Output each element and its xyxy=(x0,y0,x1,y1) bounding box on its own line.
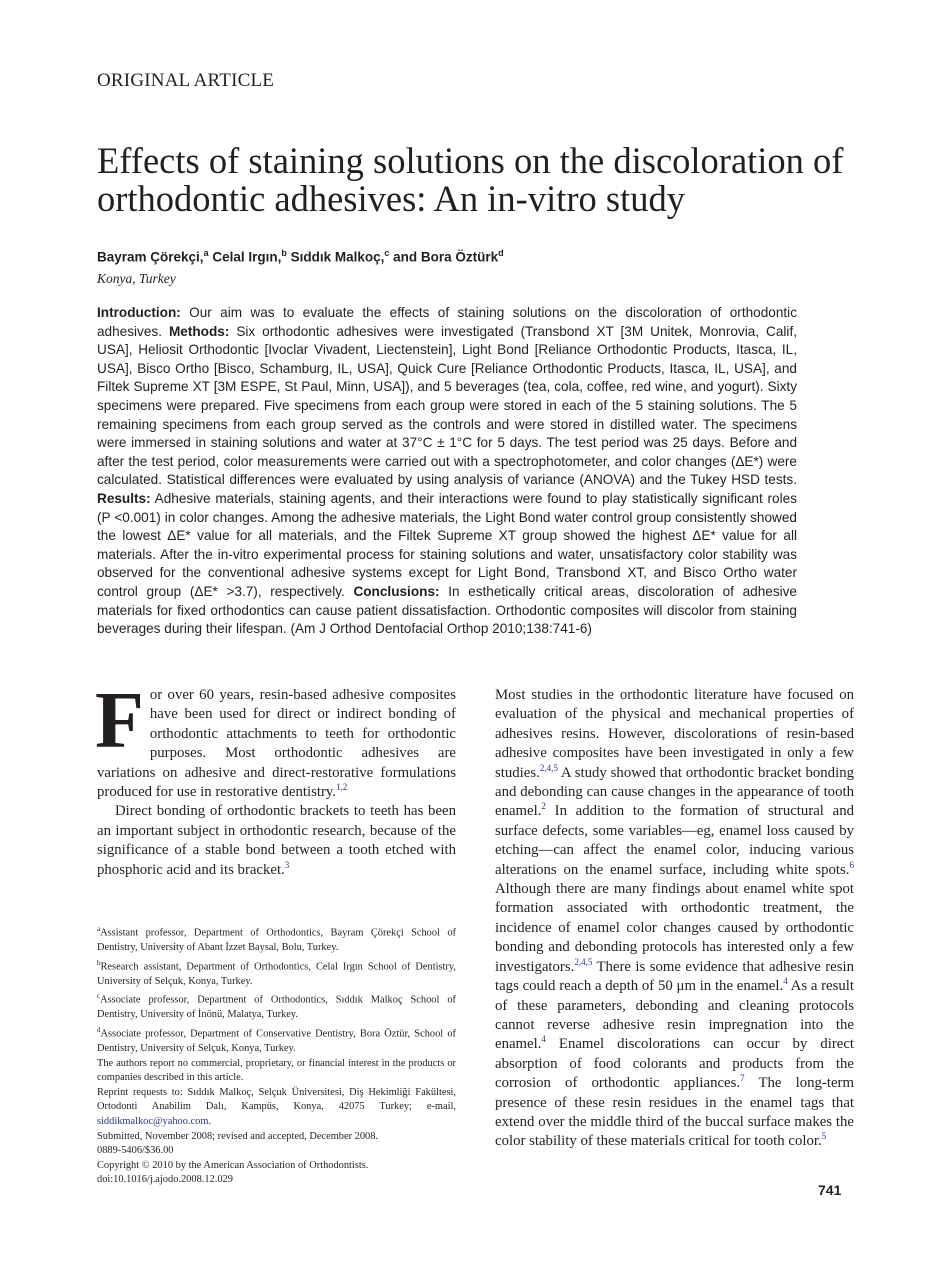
affiliation-marker: d xyxy=(498,248,504,258)
citation-link[interactable]: 6 xyxy=(849,859,854,870)
footnote-marker: b xyxy=(97,958,101,967)
affiliation-marker: b xyxy=(281,248,287,258)
paragraph xyxy=(95,677,456,802)
abstract-section-label: Methods: xyxy=(168,323,230,339)
citation-link[interactable]: 1,2 xyxy=(336,782,348,793)
page-number: 741 xyxy=(818,1182,842,1198)
abstract-section-text: Adhesive materials, staining agents, and their interactions were found to play statistically significant roles (P <0.001) in color changes. Among the adhesive materials, the Light Bond water control group consistently showed the lowest ΔE* value for all materials, and the Filtek Supreme XT group showed the highest ΔE* value for all materials. After the in-vitro experimental process for staining solutions and water, unsatisfactory color stability was observed for the conventional adhesive systems except for Light Bond, Transbond XT, and Bisco Ortho water control group (ΔE* >3.7), respectively. xyxy=(97,490,797,599)
paragraph-text: In addition to the formation of structural and surface defects, some variables—eg, enamel loss caused by etching—can affect the enamel color, inducing various alterations on the enamel surface, including white spots. xyxy=(495,803,854,878)
citation-link[interactable]: 3 xyxy=(284,859,290,870)
disclosure: The authors report no commercial, proprietary, or financial interest in the products or companies described in this article. xyxy=(97,1057,456,1084)
reprint-requests xyxy=(97,1086,456,1130)
abstract-section-label: Results: xyxy=(97,490,151,506)
copyright: Copyright © 2010 by the American Association of Orthodontists. xyxy=(97,1159,369,1171)
citation-link[interactable]: 4 xyxy=(541,1034,546,1045)
abstract-section-text: Six orthodontic adhesives were investigated (Transbond XT [3M Unitek, Monrovia, Calif, USA], Heliosit Orthodontic [Ivoclar Vivadent, Liectenstein], Light Bond [Reliance Orthodontic Products, Itasca, IL, USA], Bisco Ortho [Bisco, Schamburg, IL, USA], Quick Cure [Reliance Orthodontic Products, Itasca, IL, USA], and Filtek Supreme XT [3M ESPE, St Paul, Minn, USA]), and 5 beverages (tea, cola, coffee, red wine, and yogurt). Sixty specimens were prepared. Five specimens from each group were stored in each of the 5 staining solutions. The 5 remaining specimens from each group served as the controls and were stored in distilled water. The specimens were immersed in staining solutions and water at 37°C ± 1°C for 5 days. The test period was 25 days. Before and after the test period, color measurements were carried out with a spectrophotometer, and color changes (ΔE*) were calculated. Statistical differences were evaluated by using analysis of variance (ANOVA) and the Tukey HSD tests. xyxy=(97,323,798,488)
citation-link[interactable]: 2 xyxy=(541,801,546,812)
author-location: Konya, Turkey xyxy=(97,271,176,286)
author-name: Bayram Çörekçi, xyxy=(97,249,204,265)
paragraph xyxy=(97,802,456,880)
citation-link[interactable]: 2,4,5 xyxy=(539,762,558,773)
paragraph-text: The long-term presence of these resin residues in the enamel tags that extend over the middle third of the buccal surface makes the color stability of these materials critical for tooth color. xyxy=(495,1075,854,1150)
submission-dates: Submitted, November 2008; revised and accepted, December 2008. xyxy=(97,1130,379,1142)
drop-cap: F xyxy=(95,677,144,765)
footnote-text: Assistant professor, Department of Orthodontics, Bayram Çörekçi School of Dentistry, University of Abant İzzet Baysal, Bolu, Turkey. xyxy=(97,927,456,954)
footnotes xyxy=(97,922,456,1188)
body-column-right xyxy=(495,686,854,1152)
abstract-section-label: Conclusions: xyxy=(353,583,440,599)
body-column-left xyxy=(95,677,456,880)
paragraph-text: Direct bonding of orthodontic brackets to teeth has been an important subject in orthodontic research, because of the significance of a stable bond between a tooth etched with phosphoric acid and its bracket. xyxy=(97,803,456,878)
paragraph xyxy=(495,686,854,1152)
footnote-d xyxy=(97,1023,456,1057)
abstract-section-label: Introduction: xyxy=(97,305,181,320)
author-name: and Bora Öztürk xyxy=(389,249,499,265)
footnote-b xyxy=(97,956,456,990)
citation-link[interactable]: 5 xyxy=(821,1131,827,1142)
article-title: Effects of staining solutions on the discoloration of orthodontic adhesives: An in-vitro study xyxy=(97,140,844,219)
author-list xyxy=(97,248,504,265)
author-name: Celal Irgın, xyxy=(208,249,282,265)
author-name: Sıddık Malkoç, xyxy=(286,249,385,265)
paragraph-text: Most studies in the orthodontic literature have focused on evaluation of the physical and mechanical properties of adhesives resins. However, discolorations of resin-based adhesive composites have been investigated in only a few studies. xyxy=(495,687,854,781)
footnote-a xyxy=(97,922,456,956)
abstract xyxy=(97,304,797,639)
footnote-marker: c xyxy=(97,992,101,1001)
affiliation-marker: c xyxy=(384,248,390,258)
paragraph-text: A study showed that orthodontic bracket bonding and debonding can cause changes in the appearance of tooth enamel. xyxy=(495,764,854,820)
affiliation-marker: a xyxy=(203,248,209,258)
footnote-text: Associate professor, Department of Orthodontics, Sıddık Malkoç School of Dentistry, University of İnönü, Malatya, Turkey. xyxy=(97,994,456,1021)
footnote-marker: d xyxy=(97,1025,101,1034)
doi: doi:10.1016/j.ajodo.2008.12.029 xyxy=(97,1174,233,1186)
citation-link[interactable]: 4 xyxy=(783,976,788,987)
abstract-section-text: Our aim was to evaluate the effects of staining solutions on the discoloration of orthodontic adhesives. xyxy=(97,305,797,339)
reprint-end: . xyxy=(208,1116,212,1127)
issn: 0889-5406/$36.00 xyxy=(97,1145,174,1157)
paragraph-text: Enamel discolorations can occur by direct absorption of food colorants and products from the corrosion of orthodontic appliances. xyxy=(495,1036,854,1092)
citation-link[interactable]: 2,4,5 xyxy=(574,956,593,967)
section-label: ORIGINAL ARTICLE xyxy=(97,70,275,91)
footnote-marker: a xyxy=(97,925,101,933)
abstract-section-text: In esthetically critical areas, discoloration of adhesive materials for fixed orthodontics can cause patient dissatisfaction. Orthodontic composites will discolor from staining beverages during their lifespan. (Am J Orthod Dentofacial Orthop 2010;138:741-6) xyxy=(97,583,797,637)
email-link[interactable]: siddikmalkoc@yahoo.com xyxy=(97,1116,209,1127)
footnote-text: Associate professor, Department of Conservative Dentistry, Bora Öztür, School of Dentistry, University of Selçuk, Konya, Turkey. xyxy=(97,1028,456,1055)
footnote-text: Research assistant, Department of Orthodontics, Celal Irgın School of Dentistry, University of Selçuk, Konya, Turkey. xyxy=(97,961,456,987)
paragraph-text: Although there are many findings about enamel white spot formation associated with orthodontic treatment, the incidence of enamel color changes caused by orthodontic bonding and debonding protocols has interested only a few investigators. xyxy=(495,881,854,975)
paragraph-text: or over 60 years, resin-based adhesive composites have been used for direct or indirect bonding of orthodontic attachments to teeth for orthodontic purposes. Most orthodontic adhesives are variations on adhesive and direct-restorative formulations produced for use in restorative dentistry. xyxy=(97,687,456,801)
paragraph-text: As a result of these parameters, debonding and cleaning protocols cannot reverse adhesive resin impregnation into the enamel. xyxy=(495,978,855,1053)
citation-link[interactable]: 7 xyxy=(740,1073,745,1084)
reprint-text: Reprint requests to: Sıddık Malkoç, Selçuk Üniversitesi, Diş Hekimliği Fakültesi, Ortodonti Anabilim Dalı, Kampüs, Konya, 42075 Turkey; e-mail, xyxy=(97,1086,456,1113)
paragraph-text: There is some evidence that adhesive resin tags could reach a depth of 50 μm in the enamel. xyxy=(495,958,854,995)
footnote-c xyxy=(97,989,456,1023)
